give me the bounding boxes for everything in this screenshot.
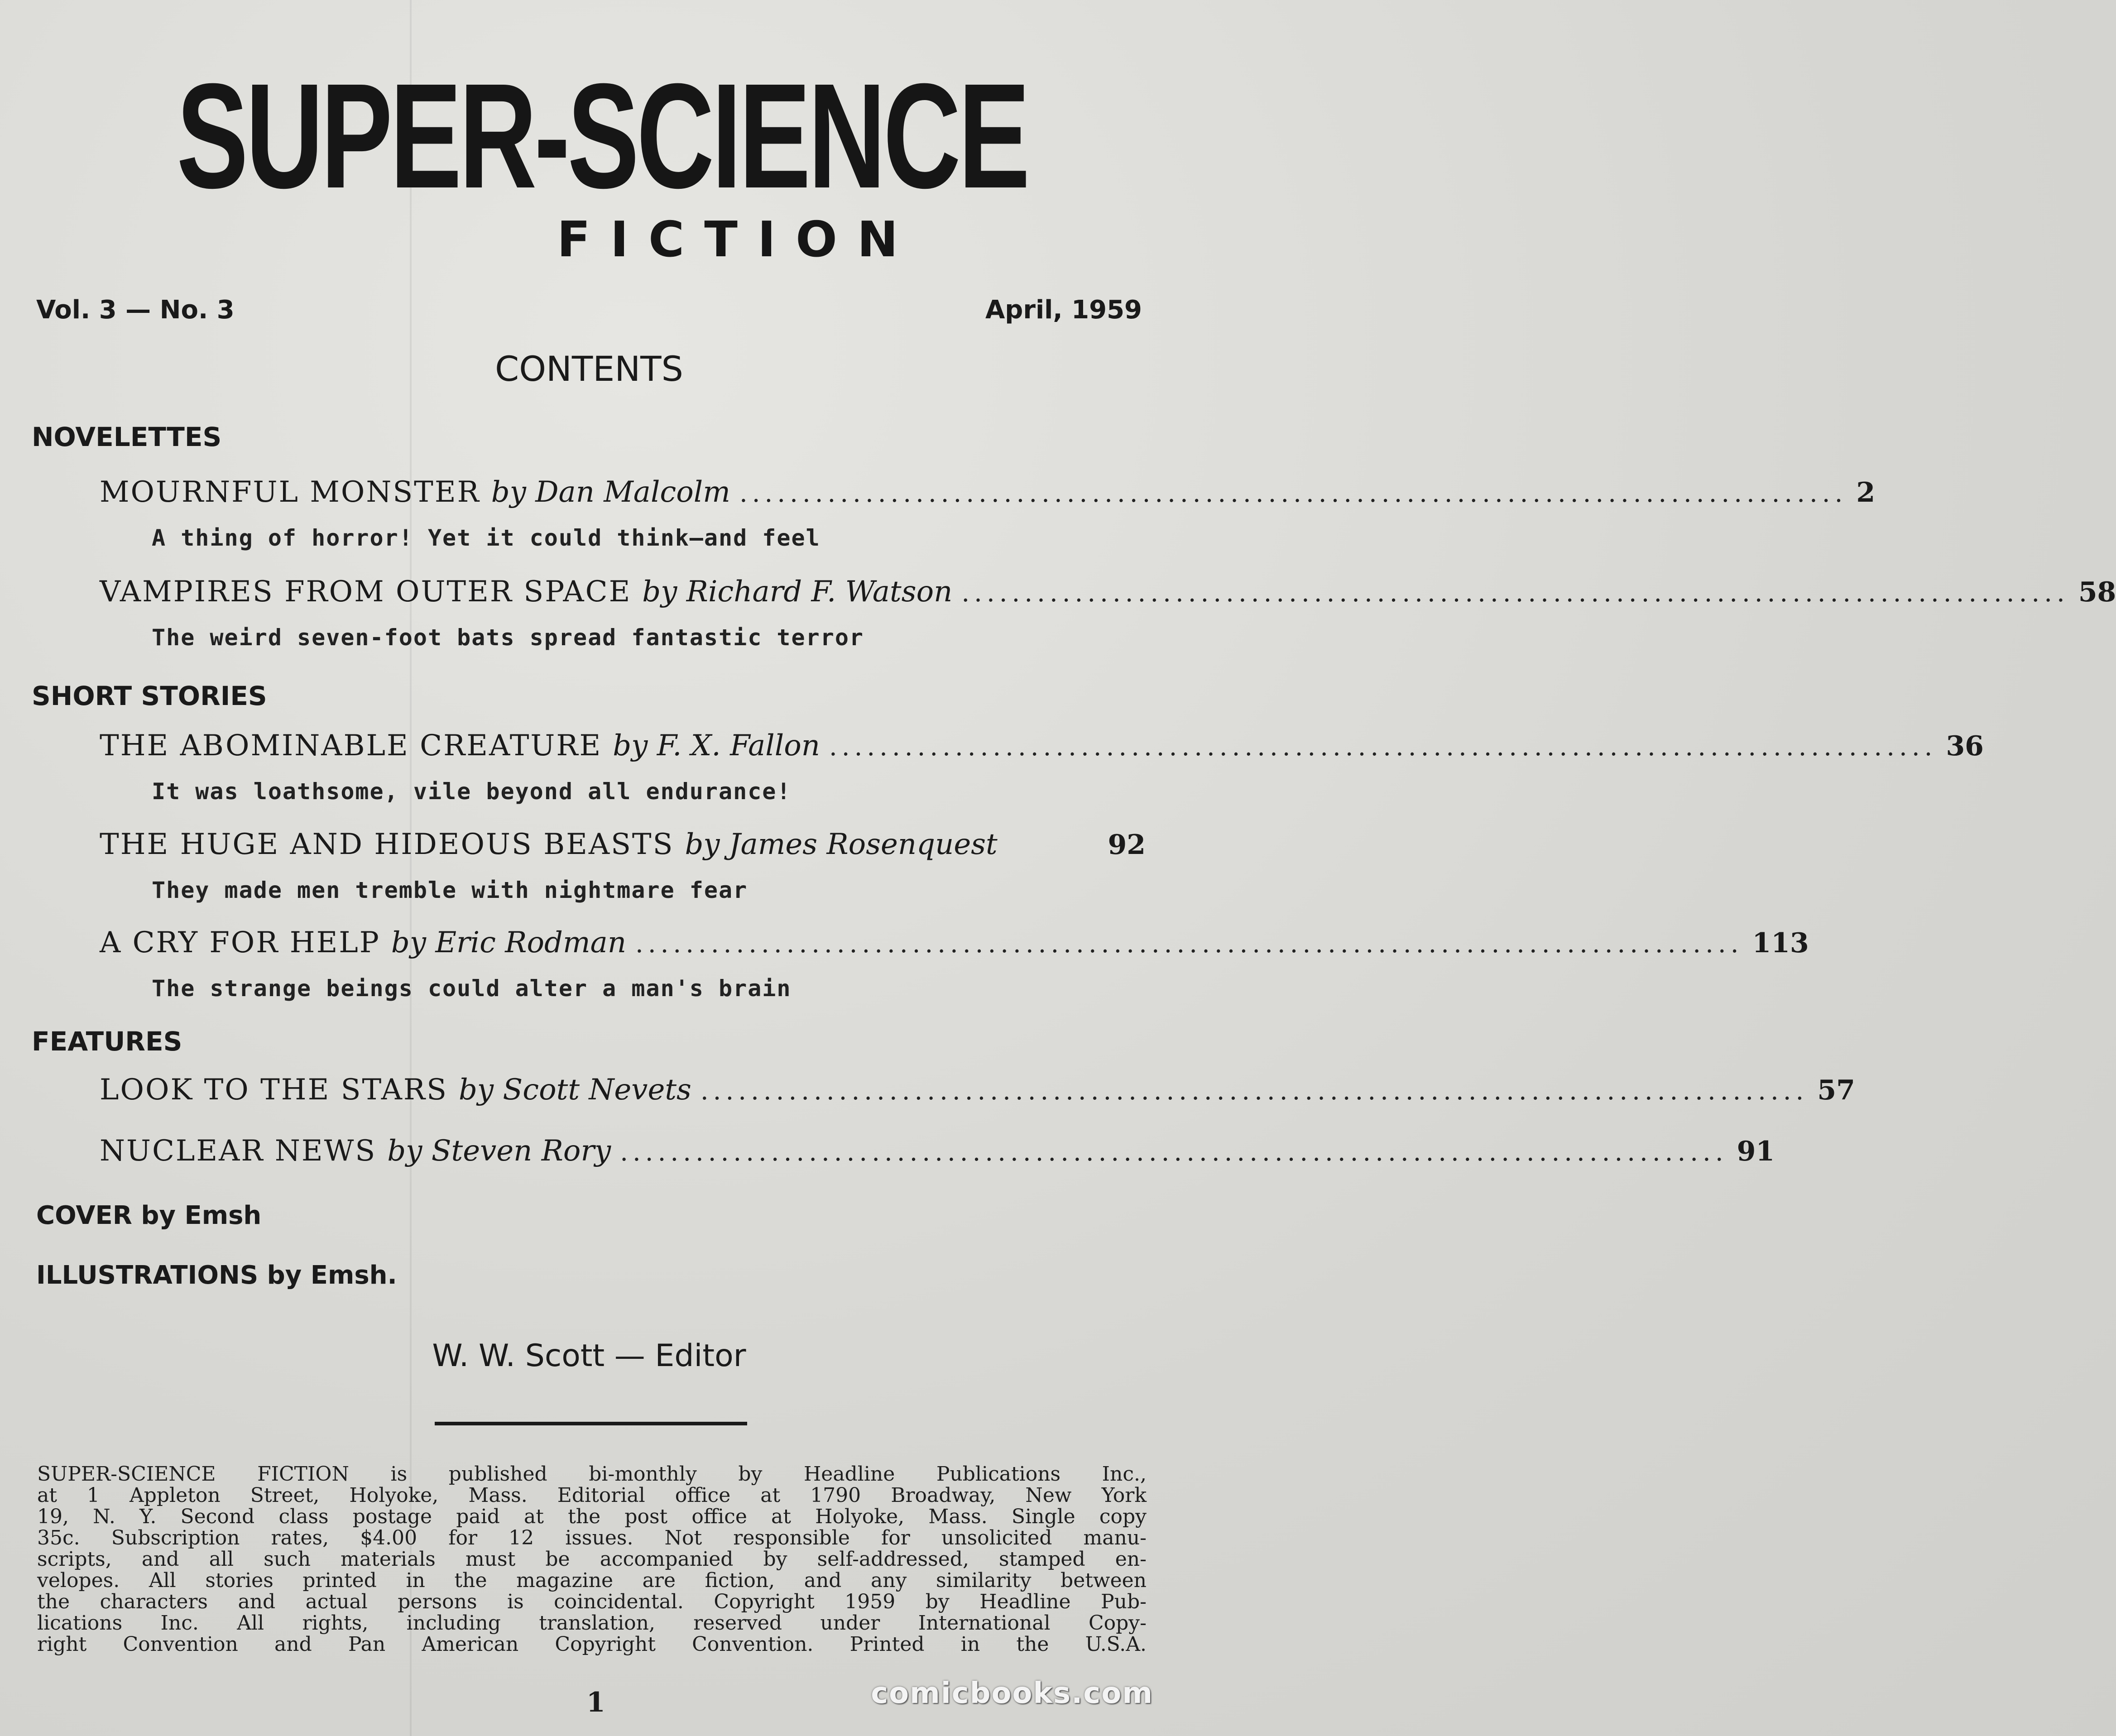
magazine-subtitle: FICTION xyxy=(557,211,918,268)
issue-date: April, 1959 xyxy=(985,295,1142,325)
dot-leader: ........................................................................................ xyxy=(739,479,1847,508)
fine-print-line: velopes. All stories printed in the magazine are fiction, and any similarity between xyxy=(37,1569,1147,1592)
story-blurb: The weird seven-foot bats spread fantastic terror xyxy=(152,624,864,651)
page-number: 57 xyxy=(1817,1074,1855,1106)
feature-title: LOOK TO THE STARS xyxy=(100,1073,448,1107)
fine-print-line: at 1 Appleton Street, Holyoke, Mass. Editorial office at 1790 Broadway, New York xyxy=(37,1484,1147,1507)
story-title: A CRY FOR HELP xyxy=(100,926,380,959)
fine-print-line: SUPER-SCIENCE FICTION is published bi-monthly by Headline Publications Inc., xyxy=(37,1463,1147,1486)
fine-print-line: scripts, and all such materials must be accompanied by self-addressed, stamped en- xyxy=(37,1548,1147,1571)
page-number: 92 xyxy=(1108,829,1146,861)
volume-number: Vol. 3 — No. 3 xyxy=(36,295,235,325)
feature-title: NUCLEAR NEWS xyxy=(100,1134,377,1168)
illustrations-credit: ILLUSTRATIONS by Emsh. xyxy=(36,1261,397,1290)
dot-leader: ........................................................................................ xyxy=(700,1076,1809,1106)
page-number: 2 xyxy=(1856,477,1876,508)
cover-credit: COVER by Emsh xyxy=(36,1201,262,1230)
magazine-title: SUPER-SCIENCE xyxy=(177,52,1028,219)
story-title: THE ABOMINABLE CREATURE xyxy=(100,729,602,762)
page-number: 58 xyxy=(2078,576,2116,608)
dot-leader: ........................................................................................ xyxy=(829,732,1937,762)
toc-entry[interactable] xyxy=(100,575,2116,616)
story-title: MOURNFUL MONSTER xyxy=(100,475,480,509)
fine-print-line: right Convention and Pan American Copyright Convention. Printed in the U.S.A. xyxy=(37,1633,1147,1656)
page-number: 113 xyxy=(1752,927,1809,959)
fine-print-line: the characters and actual persons is coincidental. Copyright 1959 by Headline Pub- xyxy=(37,1590,1147,1613)
contents-heading: CONTENTS xyxy=(495,349,683,389)
story-byline: by James Rosenquest xyxy=(685,828,998,861)
story-blurb: They made men tremble with nightmare fear xyxy=(152,877,748,903)
dot-leader: ........................................................................................ xyxy=(961,578,2069,608)
story-byline: by F. X. Fallon xyxy=(613,729,820,762)
story-byline: by Eric Rodman xyxy=(391,926,627,959)
story-blurb: A thing of horror! Yet it could think—and feel xyxy=(152,525,820,551)
toc-entry[interactable] xyxy=(100,828,1146,868)
toc-entry[interactable] xyxy=(100,1073,1855,1114)
story-blurb: The strange beings could alter a man's brain xyxy=(152,975,792,1002)
feature-byline: by Steven Rory xyxy=(387,1134,611,1168)
section-label-short-stories: SHORT STORIES xyxy=(32,681,267,711)
publication-fine-print xyxy=(37,1463,1147,1655)
fine-print-line: 35c. Subscription rates, $4.00 for 12 issues. Not responsible for unsolicited manu- xyxy=(37,1526,1147,1549)
editor-credit: W. W. Scott — Editor xyxy=(432,1338,746,1374)
story-title: VAMPIRES FROM OUTER SPACE xyxy=(100,575,632,609)
story-byline: by Richard F. Watson xyxy=(642,575,953,609)
dot-leader: ........................................................................................ xyxy=(620,1137,1728,1167)
page-number: 91 xyxy=(1737,1136,1775,1167)
toc-entry[interactable] xyxy=(100,729,1984,770)
divider-rule xyxy=(435,1422,747,1425)
section-label-novelettes: NOVELETTES xyxy=(32,422,222,452)
story-byline: by Dan Malcolm xyxy=(491,475,730,509)
dot-leader: ........................................................................................ xyxy=(635,929,1743,959)
fine-print-line: 19, N. Y. Second class postage paid at the post office at Holyoke, Mass. Single copy xyxy=(37,1505,1147,1528)
story-blurb: It was loathsome, vile beyond all endurance! xyxy=(152,778,792,805)
site-watermark: comicbooks.com xyxy=(871,1677,1153,1710)
toc-entry[interactable] xyxy=(100,1134,1775,1175)
story-title: THE HUGE AND HIDEOUS BEASTS xyxy=(100,828,674,861)
fine-print-line: lications Inc. All rights, including translation, reserved under International Copy- xyxy=(37,1611,1147,1635)
toc-entry[interactable] xyxy=(100,475,1876,516)
page-number: 36 xyxy=(1946,730,1984,762)
section-label-features: FEATURES xyxy=(32,1026,182,1057)
page-folio: 1 xyxy=(586,1687,605,1718)
feature-byline: by Scott Nevets xyxy=(458,1073,691,1107)
toc-entry[interactable] xyxy=(100,926,1809,967)
